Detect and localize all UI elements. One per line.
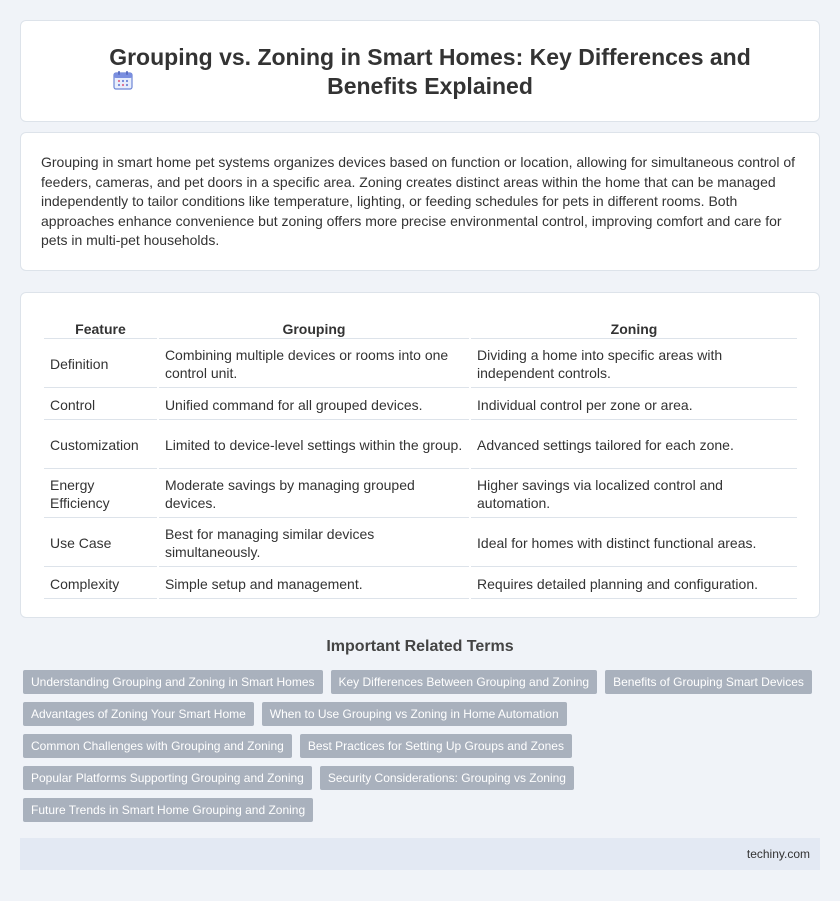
title-card: [20, 20, 820, 122]
header-grouping: Grouping: [159, 317, 469, 339]
table-row: [44, 520, 797, 567]
related-term-tag[interactable]: Key Differences Between Grouping and Zoning: [331, 670, 598, 694]
table-cell: Best for managing similar devices simultaneously.: [159, 520, 469, 567]
table-cell: Definition: [44, 341, 157, 388]
table-header-row: [44, 317, 797, 339]
header-zoning: Zoning: [471, 317, 797, 339]
intro-paragraph: Grouping in smart home pet systems organizes devices based on function or location, allowing for simultaneous control of feeders, cameras, and pet doors in a specific area. Zoning creates distinct areas within the home that can be managed independently to tailor conditions like temperature, lighting, or feeding schedules for pets in different rooms. Both approaches enhance convenience but zoning offers more precise environmental control, improving comfort and care for pets in multi-pet households.: [41, 154, 796, 249]
footer-site-link[interactable]: techiny.com: [746, 847, 810, 861]
table-cell: Ideal for homes with distinct functional areas.: [471, 520, 797, 567]
table-cell: Advanced settings tailored for each zone.: [471, 422, 797, 469]
table-row: [44, 422, 797, 469]
table-cell: Individual control per zone or area.: [471, 390, 797, 420]
related-term-tag[interactable]: Benefits of Grouping Smart Devices: [605, 670, 812, 694]
related-term-tag[interactable]: Common Challenges with Grouping and Zoning: [23, 734, 292, 758]
table-cell: Use Case: [44, 520, 157, 567]
related-term-tag[interactable]: Popular Platforms Supporting Grouping and Zoning: [23, 766, 312, 790]
related-terms-list: [23, 670, 823, 830]
footer: [20, 838, 820, 870]
table-cell: Requires detailed planning and configuration.: [471, 569, 797, 599]
header-feature: Feature: [44, 317, 157, 339]
table-cell: Dividing a home into specific areas with independent controls.: [471, 341, 797, 388]
table-row: [44, 390, 797, 420]
table-cell: Simple setup and management.: [159, 569, 469, 599]
related-term-tag[interactable]: Advantages of Zoning Your Smart Home: [23, 702, 254, 726]
related-term-tag[interactable]: When to Use Grouping vs Zoning in Home Automation: [262, 702, 567, 726]
related-term-tag[interactable]: Security Considerations: Grouping vs Zoning: [320, 766, 574, 790]
related-term-tag[interactable]: Understanding Grouping and Zoning in Smart Homes: [23, 670, 323, 694]
table-row: [44, 341, 797, 388]
table-cell: Complexity: [44, 569, 157, 599]
table-cell: Limited to device-level settings within the group.: [159, 422, 469, 469]
table-row: [44, 569, 797, 599]
comparison-table: [42, 315, 799, 601]
table-row: [44, 471, 797, 518]
table-cell: Higher savings via localized control and automation.: [471, 471, 797, 518]
comparison-table-card: [20, 292, 820, 618]
related-terms-heading: Important Related Terms: [326, 638, 514, 655]
related-term-tag[interactable]: Best Practices for Setting Up Groups and Zones: [300, 734, 572, 758]
table-cell: Customization: [44, 422, 157, 469]
table-cell: Energy Efficiency: [44, 471, 157, 518]
table-cell: Control: [44, 390, 157, 420]
table-cell: Unified command for all grouped devices.: [159, 390, 469, 420]
page-title: Grouping vs. Zoning in Smart Homes: Key Differences and Benefits Explained: [109, 44, 751, 99]
intro-card: [20, 132, 820, 271]
table-cell: Moderate savings by managing grouped devices.: [159, 471, 469, 518]
table-cell: Combining multiple devices or rooms into one control unit.: [159, 341, 469, 388]
related-term-tag[interactable]: Future Trends in Smart Home Grouping and Zoning: [23, 798, 313, 822]
